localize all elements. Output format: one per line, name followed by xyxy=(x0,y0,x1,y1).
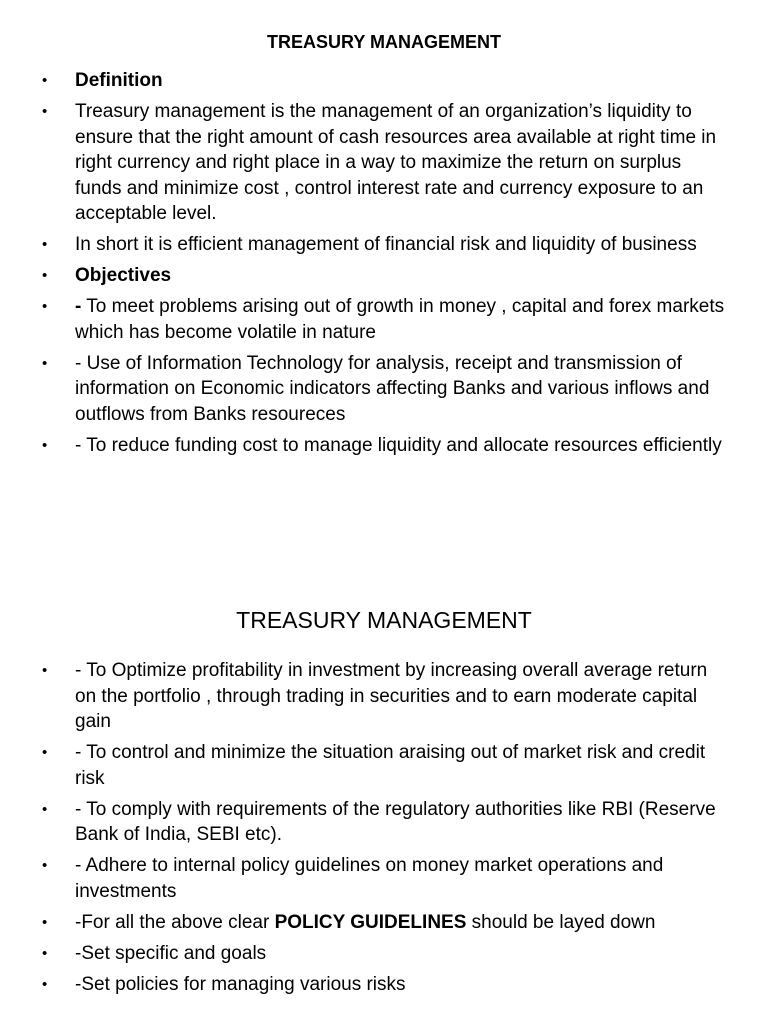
bullet-adhere-policy xyxy=(0,853,768,904)
objectives-heading: Objectives xyxy=(75,265,172,286)
slide-2-bullet-list xyxy=(0,658,768,1003)
in-short-text: In short it is efficient management of financial risk and liquidity of business xyxy=(75,234,697,255)
bullet-dot-icon: • xyxy=(42,436,48,454)
bullet-set-risk-policies xyxy=(0,972,768,998)
slide-1-title: TREASURY MANAGEMENT xyxy=(266,32,501,52)
bullet-dot-icon: • xyxy=(42,944,48,962)
bullet-objective-funding xyxy=(0,433,768,459)
bullet-dot-icon: • xyxy=(42,267,48,284)
set-risk-policies-text: -Set policies for managing various risks xyxy=(75,973,406,995)
bullet-set-goals xyxy=(0,941,768,967)
bullet-dot-icon: • xyxy=(42,744,48,761)
bullet-definition-text xyxy=(0,99,768,227)
adhere-policy-text: - Adhere to internal policy guidelines on money market operations and investments xyxy=(75,855,664,902)
policy-guidelines-emphasis: POLICY GUIDELINES xyxy=(274,911,467,933)
bullet-dot-icon: • xyxy=(42,662,48,679)
comply-regulatory-text: - To comply with requirements of the regulatory authorities like RBI (Reserve Bank of India, SEBI etc). xyxy=(75,798,716,845)
bullet-objective-it xyxy=(0,351,768,428)
control-risk-text: - To control and minimize the situation araising out of market risk and credit risk xyxy=(75,742,706,789)
definition-heading: Definition xyxy=(75,70,163,91)
bullet-comply-regulatory xyxy=(0,797,768,848)
bullet-control-risk xyxy=(0,740,768,791)
bullet-dot-icon: • xyxy=(42,913,48,931)
set-goals-text: -Set specific and goals xyxy=(75,942,267,964)
bullet-optimize-profitability xyxy=(0,658,768,735)
bullet-definition-heading xyxy=(0,68,768,94)
objective-dash: - xyxy=(75,296,82,317)
bullet-in-short xyxy=(0,232,768,258)
bullet-dot-icon: • xyxy=(42,72,48,89)
optimize-profitability-text: - To Optimize profitability in investment by increasing overall average return on the portfolio , through trading in securities and to earn moderate capital gain xyxy=(75,660,708,732)
bullet-policy-guidelines xyxy=(0,910,768,936)
bullet-dot-icon: • xyxy=(42,800,48,818)
slide-1-bullet-list xyxy=(0,68,768,464)
definition-text: Treasury management is the management of an organization’s liquidity to ensure that the right amount of cash resources area available at right time in right currency and right place in a way to maximize the return on surplus funds and minimize cost , control interest rate and currency exposure to an acceptable level. xyxy=(75,101,717,224)
objective-it-text: - Use of Information Technology for analysis, receipt and transmission of information on Economic indicators affecting Banks and various inflows and outflows from Banks resoureces xyxy=(75,352,710,425)
bullet-dot-icon: • xyxy=(42,354,48,372)
bullet-dot-icon: • xyxy=(42,236,48,253)
bullet-dot-icon: • xyxy=(42,857,48,874)
bullet-dot-icon: • xyxy=(42,103,48,120)
objective-funding-text: - To reduce funding cost to manage liquidity and allocate resources efficiently xyxy=(75,434,722,456)
bullet-dot-icon: • xyxy=(42,975,48,993)
objective-growth-text: To meet problems arising out of growth in money , capital and forex markets which has become volatile in nature xyxy=(75,296,725,343)
bullet-dot-icon: • xyxy=(42,298,48,315)
bullet-objective-growth xyxy=(0,294,768,345)
slide-2-title: TREASURY MANAGEMENT xyxy=(236,607,532,633)
bullet-objectives-heading xyxy=(0,263,768,289)
policy-guidelines-after: should be layed down xyxy=(466,911,656,933)
policy-guidelines-before: -For all the above clear xyxy=(75,911,275,933)
slide-2 xyxy=(0,520,768,1024)
